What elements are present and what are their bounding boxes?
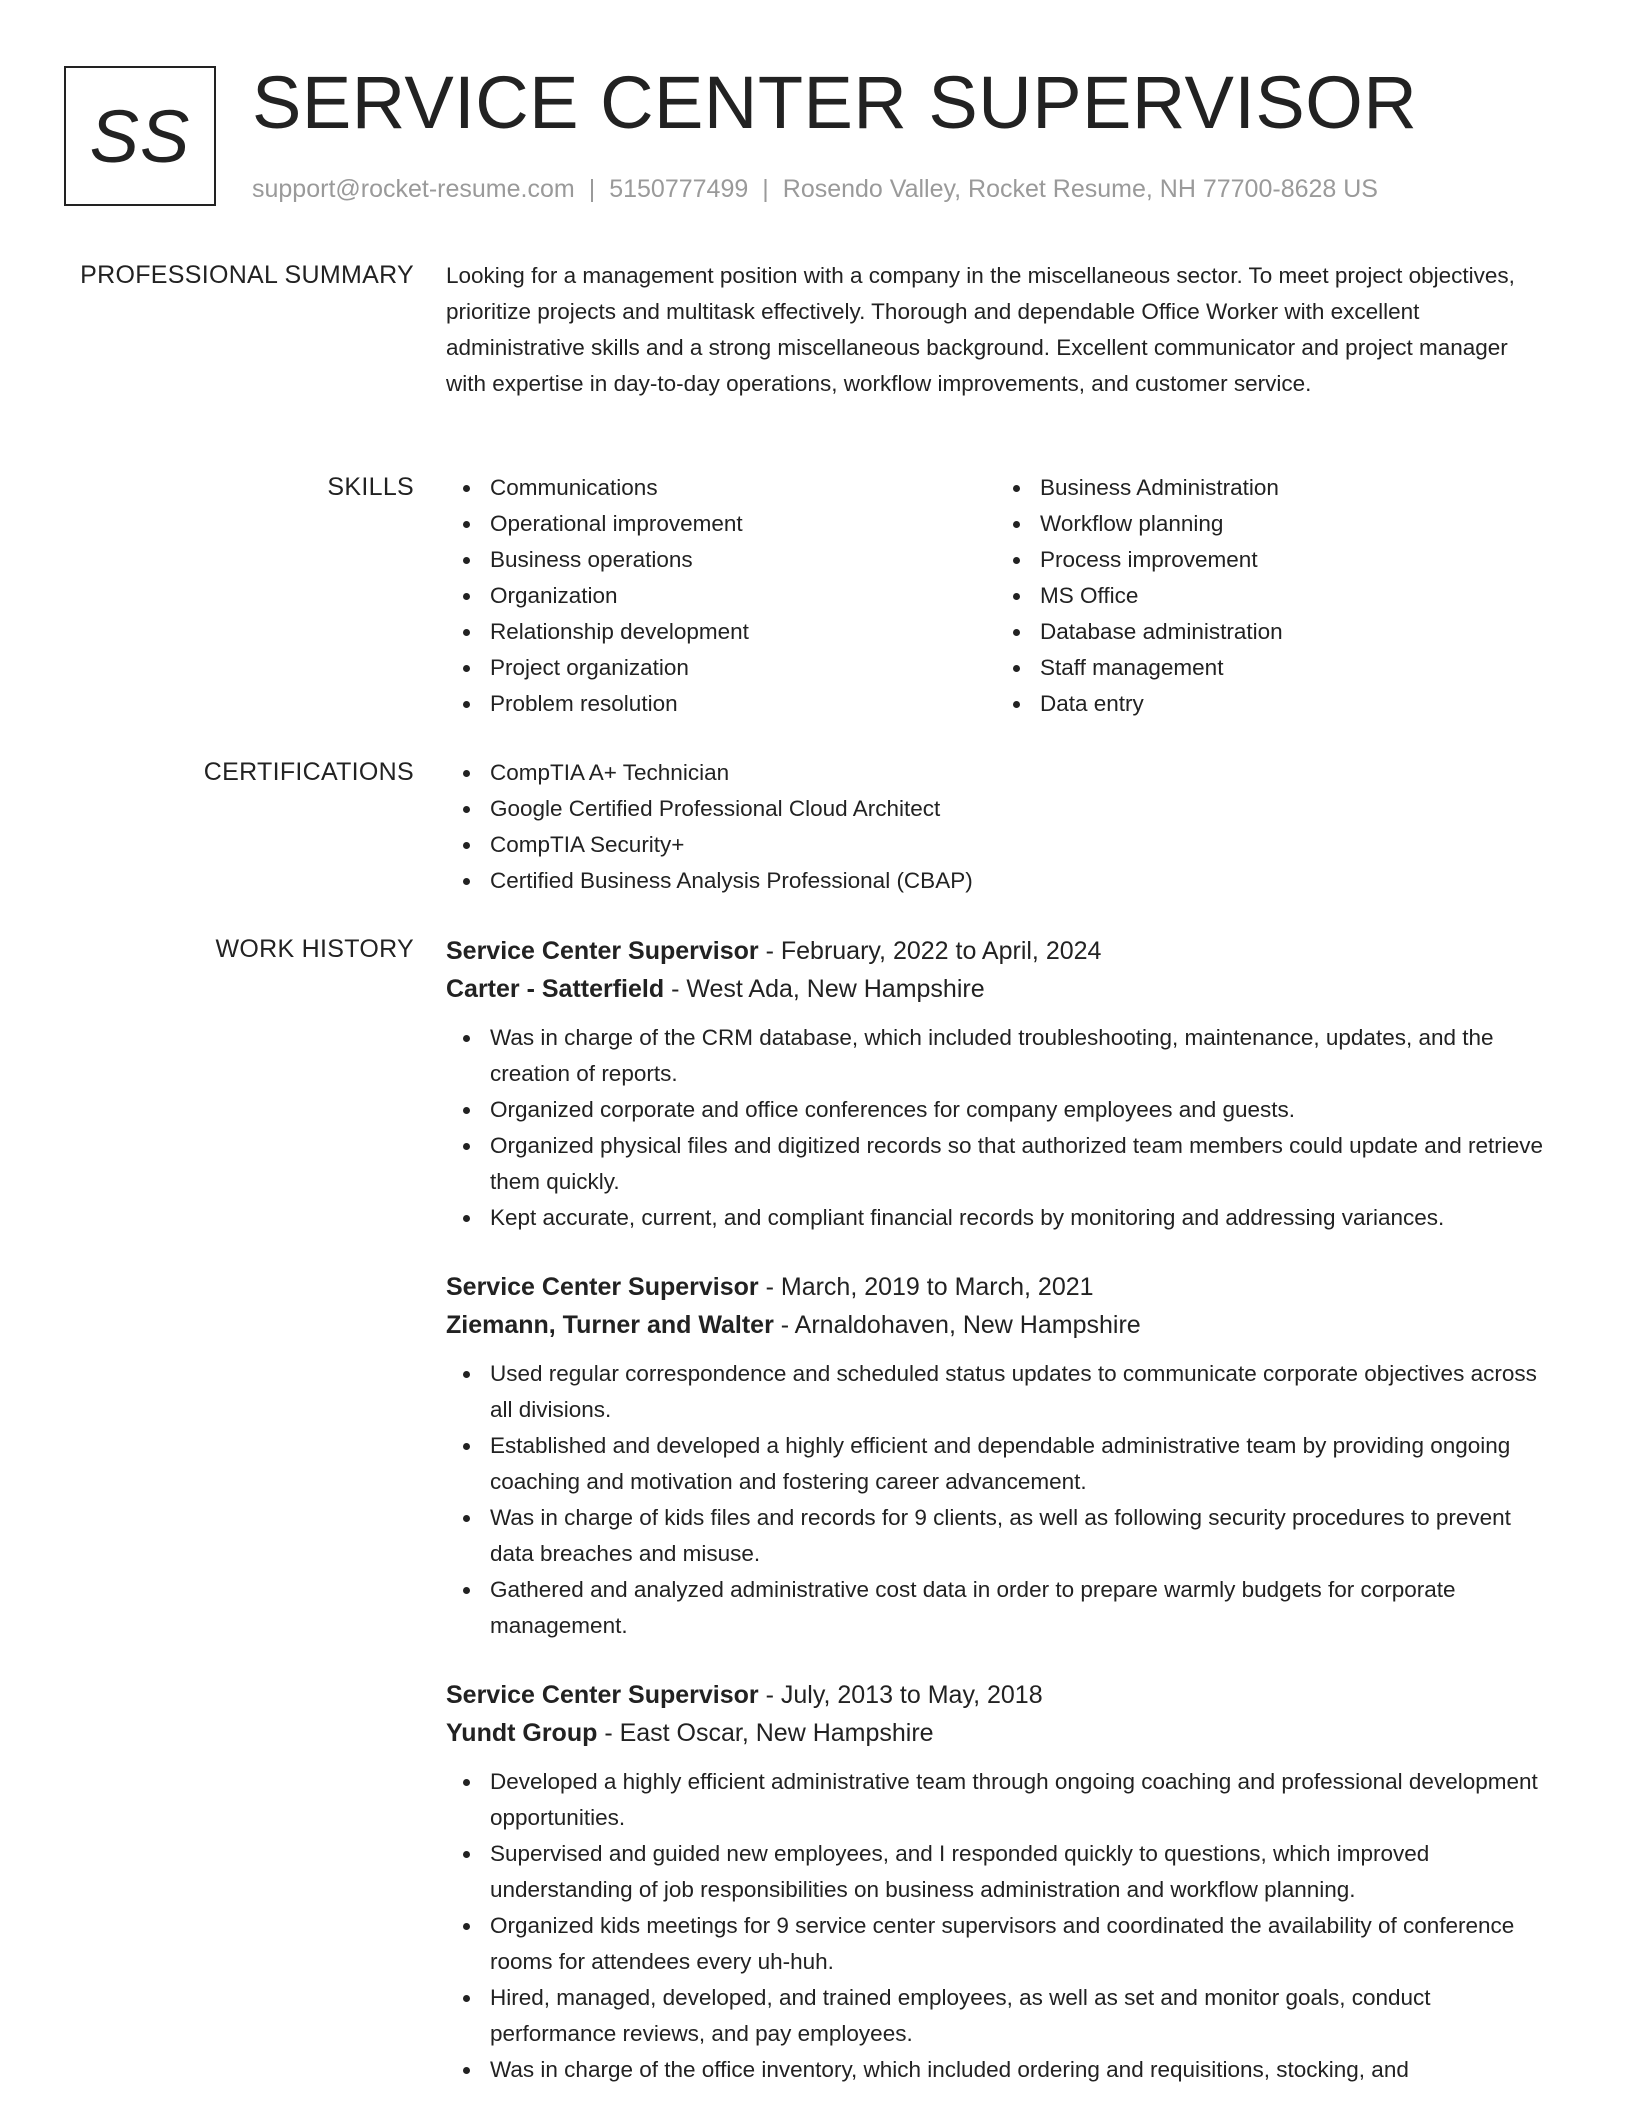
job-entry [446, 1268, 1551, 1644]
job-bullet: Was in charge of the office inventory, which included ordering and requisitions, stocking, and [446, 2052, 1551, 2088]
certifications-body [446, 755, 1551, 899]
certification-item: CompTIA A+ Technician [446, 755, 1551, 791]
skill-item: MS Office [996, 578, 1546, 614]
contact-separator: | [762, 175, 769, 203]
skills-list-left [446, 470, 996, 722]
job-title-line [446, 1268, 1551, 1306]
job-dates: - July, 2013 to May, 2018 [758, 1681, 1043, 1709]
skill-item: Business Administration [996, 470, 1546, 506]
job-dates: - February, 2022 to April, 2024 [758, 937, 1102, 965]
job-role: Service Center Supervisor [446, 937, 759, 965]
job-bullet: Used regular correspondence and scheduled status updates to communicate corporate objectives across all divisions. [446, 1356, 1551, 1428]
job-bullet: Organized corporate and office conferences for company employees and guests. [446, 1092, 1551, 1128]
job-bullet: Was in charge of kids files and records for 9 clients, as well as following security procedures to prevent data breaches and misuse. [446, 1500, 1551, 1572]
resume-title: SERVICE CENTER SUPERVISOR [252, 61, 1418, 144]
job-bullet: Hired, managed, developed, and trained employees, as well as set and monitor goals, conduct performance reviews, and pay employees. [446, 1980, 1551, 2052]
skill-item: Project organization [446, 650, 996, 686]
skill-item: Workflow planning [996, 506, 1546, 542]
certifications-list [446, 755, 1551, 899]
monogram-logo: SS [64, 66, 216, 206]
section-title-work-history: WORK HISTORY [215, 935, 414, 963]
skills-list-right [996, 470, 1546, 722]
job-bullet: Kept accurate, current, and compliant financial records by monitoring and addressing variances. [446, 1200, 1551, 1236]
certification-item: Certified Business Analysis Professional (CBAP) [446, 863, 1551, 899]
job-company: Carter - Satterfield [446, 975, 665, 1003]
skill-item: Problem resolution [446, 686, 996, 722]
job-title-line [446, 1676, 1551, 1714]
work-history-body [446, 932, 1551, 2088]
skill-item: Staff management [996, 650, 1546, 686]
job-company-line [446, 970, 1551, 1008]
contact-address: Rosendo Valley, Rocket Resume, NH 77700-8628 US [782, 175, 1378, 203]
contact-phone[interactable]: 5150777499 [609, 175, 749, 203]
job-bullets [446, 1356, 1551, 1644]
section-title-summary: PROFESSIONAL SUMMARY [80, 261, 414, 289]
skill-item: Operational improvement [446, 506, 996, 542]
job-bullet: Gathered and analyzed administrative cost data in order to prepare warmly budgets for corporate management. [446, 1572, 1551, 1644]
job-company-line [446, 1306, 1551, 1344]
contact-separator: | [588, 175, 596, 203]
job-role: Service Center Supervisor [446, 1273, 759, 1301]
skills-body [446, 470, 1551, 722]
job-entry [446, 1676, 1551, 2088]
job-entry [446, 932, 1551, 1236]
contact-email[interactable]: support@rocket-resume.com [252, 175, 575, 203]
job-company-line [446, 1714, 1551, 1752]
section-title-certifications: CERTIFICATIONS [203, 758, 414, 786]
job-role: Service Center Supervisor [446, 1681, 759, 1709]
job-location: - West Ada, New Hampshire [664, 975, 985, 1003]
certification-item: CompTIA Security+ [446, 827, 1551, 863]
resume-header [64, 61, 1568, 210]
job-bullet: Organized kids meetings for 9 service center supervisors and coordinated the availability of conference rooms for attendees every uh-huh. [446, 1908, 1551, 1980]
summary-text: Looking for a management position with a company in the miscellaneous sector. To meet project objectives, prioritize projects and multitask effectively. Thorough and dependable Office Worker with excellent administrative skills and a strong miscellaneous background. Excellent communicator and project manager with expertise in day-to-day operations, workflow improvements, and customer service. [446, 263, 1515, 396]
skill-item: Communications [446, 470, 996, 506]
section-title-skills: SKILLS [327, 473, 414, 501]
certification-item: Google Certified Professional Cloud Architect [446, 791, 1551, 827]
job-company: Yundt Group [446, 1719, 598, 1747]
job-location: - Arnaldohaven, New Hampshire [773, 1311, 1141, 1339]
job-company: Ziemann, Turner and Walter [446, 1311, 774, 1339]
skill-item: Data entry [996, 686, 1546, 722]
contact-line [252, 174, 1378, 204]
job-title-line [446, 932, 1551, 970]
skill-item: Database administration [996, 614, 1546, 650]
job-bullet: Was in charge of the CRM database, which included troubleshooting, maintenance, updates, and the creation of reports. [446, 1020, 1551, 1092]
job-dates: - March, 2019 to March, 2021 [758, 1273, 1094, 1301]
skill-item: Process improvement [996, 542, 1546, 578]
job-bullets [446, 1020, 1551, 1236]
job-bullet: Developed a highly efficient administrative team through ongoing coaching and professional development opportunities. [446, 1764, 1551, 1836]
job-bullet: Established and developed a highly efficient and dependable administrative team by providing ongoing coaching and motivation and fostering career advancement. [446, 1428, 1551, 1500]
skill-item: Business operations [446, 542, 996, 578]
job-location: - East Oscar, New Hampshire [597, 1719, 934, 1747]
job-bullet: Supervised and guided new employees, and I responded quickly to questions, which improved understanding of job responsibilities on business administration and workflow planning. [446, 1836, 1551, 1908]
job-bullet: Organized physical files and digitized records so that authorized team members could update and retrieve them quickly. [446, 1128, 1551, 1200]
job-bullets [446, 1764, 1551, 2088]
skill-item: Relationship development [446, 614, 996, 650]
summary-body [446, 258, 1551, 402]
skill-item: Organization [446, 578, 996, 614]
